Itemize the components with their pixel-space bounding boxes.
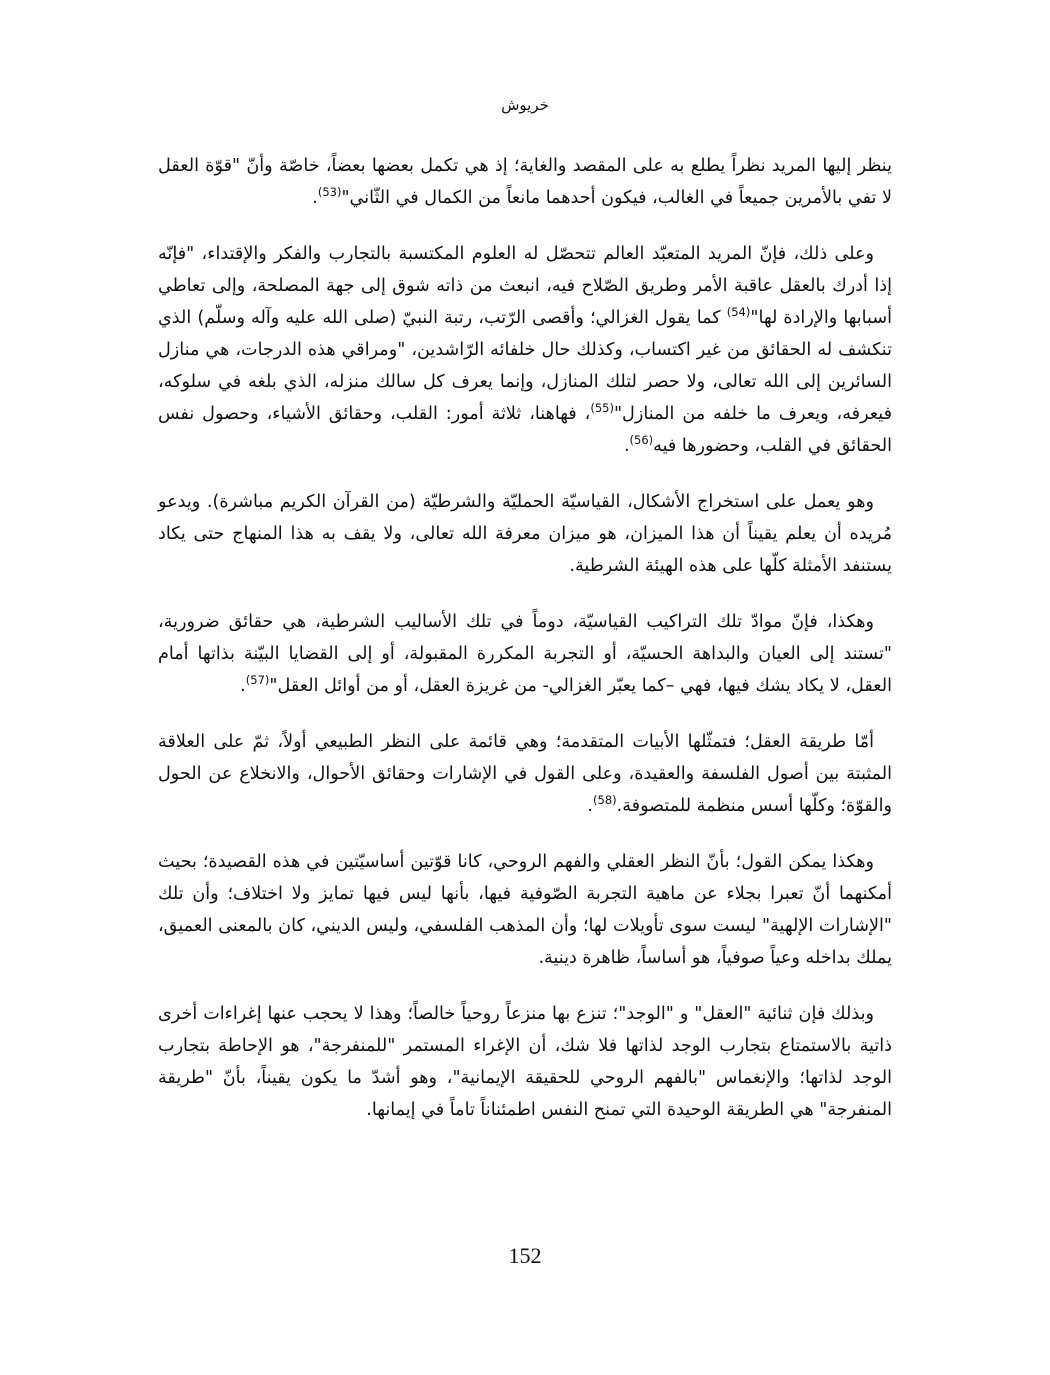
paragraph-text: . [240, 676, 246, 696]
page-number: 152 [508, 1243, 542, 1268]
paragraph [158, 606, 892, 702]
paragraph-text: كما يقول الغزالي؛ وأقصى الرّتب، رتبة النبيّ (صلى الله عليه وآله وسلّم) الذي تنكشف له الحقائق من غير اكتساب، وكذلك حال خلفائه الرّاشدين، "ومراقي هذه الدرجات، هي منازل السائرين إلى الله تعالى، ولا حصر لتلك المنازل، وإنما يعرف كل سالك منزله، الذي بلغه في سلوكه، فيعرفه، ويعرف ما خلفه من المنازل" [158, 308, 892, 424]
paragraph-text: ، فهاهنا، ثلاثة أمور: القلب، وحقائق الأشياء، وحصول نفس الحقائق في القلب، وحضورها فيه [158, 404, 892, 456]
paragraph-text: وبذلك فإن ثنائية "العقل" و "الوجد"؛ تنزع بها منزعاً روحياً خالصاً؛ وهذا لا يحجب عنها إغراءات أخرى ذاتية بالاستمتاع بتجارب الوجد لذاتها فلا شك، أن الإغراء المستمر "للمنفرجة"، هو الإحاطة بتجارب الوجد لذاتها؛ والإنغماس "بالفهم الروحي للحقيقة الإيمانية"، وهو أشدّ ما يكون يقيناً، بأنّ "طريقة المنفرجة" هي الطريقة الوحيدة التي تمنح النفس اطمئناناً تاماً في إيمانها. [158, 1004, 892, 1120]
paragraph-text: . [312, 188, 318, 208]
paragraph-text: . [587, 796, 593, 816]
paragraph-text: وعلى ذلك، فإنّ المريد المتعبّد العالم تتحصّل له العلوم المكتسبة بالتجارب والفكر والإقتداء، "فإنّه إذا أدرك بالعقل عاقبة الأمر وطريق الصّلاح فيه، انبعث من ذاته شوق إلى جهة المصلحة، وإلى تعاطي أسبابها والإرادة لها" [158, 244, 892, 328]
paragraph [158, 486, 892, 582]
paragraph-text: وهو يعمل على استخراج الأشكال، القياسيّة الحمليّة والشرطيّة (من القرآن الكريم مباشرة). ويدعو مُريده أن يعلم يقيناً أن هذا الميزان، هو ميزان معرفة الله تعالى، ولا يقف به هذا المنهاج حتى يكاد يستنفد الأمثلة كلّها على هذه الهيئة الشرطية. [158, 492, 892, 576]
paragraph [158, 238, 892, 462]
paragraph-text: وهكذا، فإنّ موادّ تلك التراكيب القياسيّة، دوماً في تلك الأساليب الشرطية، هي حقائق ضرورية، "تستند إلى العيان والبداهة الحسيّة، أو التجربة المكررة المقبولة، أو إلى القضايا البيّنة بذاتها أمام العقل، لا يكاد يشك فيها، فهي –كما يعبّر الغزالي- من غريزة العقل، أو من أوائل العقل" [158, 612, 892, 696]
paragraph-text: وهكذا يمكن القول؛ بأنّ النظر العقلي والفهم الروحي، كانا قوّتين أساسيّتين في هذه القصيدة؛ بحيث أمكنهما أنّ تعبرا بجلاء عن ماهية التجربة الصّوفية فيها، بأنها ليس فيها تمايز ولا اختلاف؛ وأن تلك "الإشارات الإلهية" ليست سوى تأويلات لها؛ وأن المذهب الفلسفي، وليس الديني، كان بالمعنى العميق، يملك بداخله وعياً صوفياً، هو أساساً، ظاهرة دينية. [158, 852, 892, 968]
footnote-marker: (54) [726, 305, 751, 320]
paragraph [158, 998, 892, 1126]
body-text [158, 150, 892, 1150]
paragraph [158, 150, 892, 214]
footnote-marker: (56) [629, 433, 654, 448]
paragraph [158, 846, 892, 974]
footnote-marker: (58) [593, 793, 617, 808]
paragraph-text: . [623, 436, 630, 456]
paragraph-text: ينظر إليها المريد نظراً يطلع به على المقصد والغاية؛ إذ هي تكمل بعضها بعضاً، خاصّة وأنّ "قوّة العقل لا تفي بالأمرين جميعاً في الغالب، فيكون أحدهما مانعاً من الكمال في الثّاني" [158, 156, 892, 208]
running-header: خريوش [501, 96, 549, 114]
paragraph [158, 726, 892, 822]
footnote-marker: (55) [590, 401, 614, 416]
footnote-marker: (57) [245, 673, 270, 688]
paragraph-text: أمّا طريقة العقل؛ فتمثّلها الأبيات المتقدمة؛ وهي قائمة على النظر الطبيعي أولاً، ثمّ على العلاقة المثبتة بين أصول الفلسفة والعقيدة، وعلى القول في الإشارات وحقائق الأحوال، والانخلاع عن الحول والقوّة؛ وكلّها أسس منظمة للمتصوفة. [158, 732, 892, 816]
footnote-marker: (53) [317, 185, 342, 200]
